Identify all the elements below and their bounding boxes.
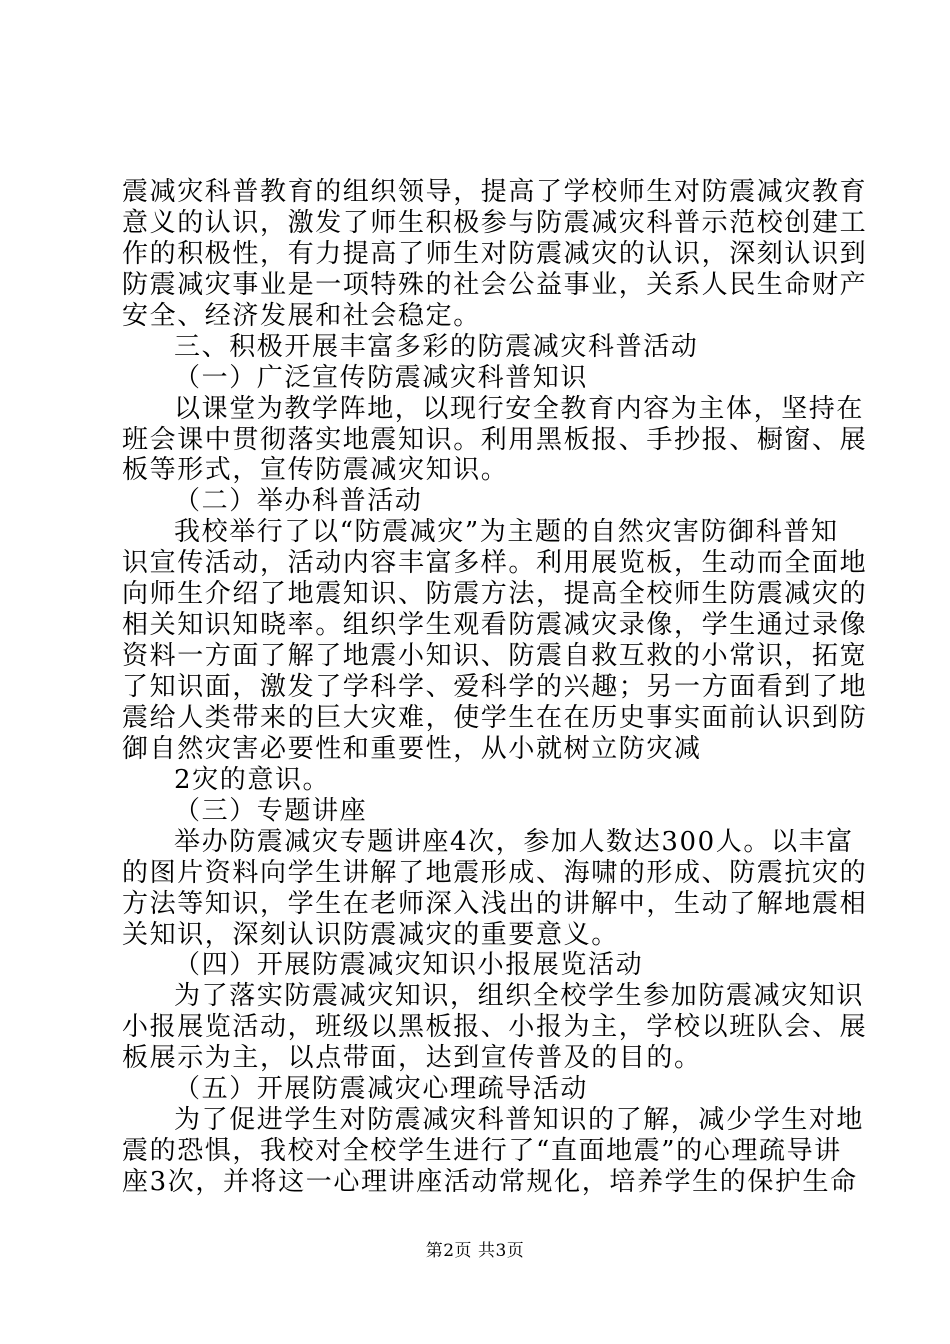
text-line-24: 方法等知识，学生在老师深入浅出的讲解中，生动了解地震相 bbox=[122, 889, 868, 919]
text-line-15: 相关知识知晓率。组织学生观看防震减灾录像，学生通过录像 bbox=[122, 610, 868, 640]
text-line-3: 作的积极性，有力提高了师生对防震减灾的认识，深刻认识到 bbox=[122, 239, 868, 269]
text-line-5: 安全、经济发展和社会稳定。 bbox=[122, 301, 481, 331]
text-line-17: 了知识面，激发了学科学、爱科学的兴趣；另一方面看到了地 bbox=[122, 672, 868, 702]
subheading-1: （一）广泛宣传防震减灾科普知识 bbox=[174, 363, 589, 393]
text-line-10: 板等形式，宣传防震减灾知识。 bbox=[122, 455, 509, 485]
text-line-4: 防震减灾事业是一项特殊的社会公益事业，关系人民生命财产 bbox=[122, 270, 868, 300]
text-line-31: 为了促进学生对防震减灾科普知识的了解，减少学生对地 bbox=[174, 1105, 865, 1135]
text-line-9: 班会课中贯彻落实地震知识。利用黑板报、手抄报、橱窗、展 bbox=[122, 425, 868, 455]
text-line-12: 我校举行了以“防震减灾”为主题的自然灾害防御科普知 bbox=[174, 517, 839, 547]
subheading-4: （四）开展防震减灾知识小报展览活动 bbox=[174, 950, 644, 980]
text-line-13: 识宣传活动，活动内容丰富多样。利用展览板，生动而全面地 bbox=[122, 548, 868, 578]
text-line-29: 板展示为主，以点带面，达到宣传普及的目的。 bbox=[122, 1043, 702, 1073]
text-line-14: 向师生介绍了地震知识、防震方法，提高全校师生防震减灾的 bbox=[122, 579, 868, 609]
subheading-5: （五）开展防震减灾心理疏导活动 bbox=[174, 1074, 589, 1104]
text-line-19: 御自然灾害必要性和重要性，从小就树立防灾减 bbox=[122, 734, 702, 764]
text-line-23: 的图片资料向学生讲解了地震形成、海啸的形成、防震抗灾的 bbox=[122, 858, 868, 888]
text-line-1: 震减灾科普教育的组织领导，提高了学校师生对防震减灾教育 bbox=[122, 177, 868, 207]
text-line-22: 举办防震减灾专题讲座4次，参加人数达300人。以丰富 bbox=[174, 827, 854, 857]
text-line-16: 资料一方面了解了地震小知识、防震自救互救的小常识，拓宽 bbox=[122, 641, 868, 671]
text-line-25: 关知识，深刻认识防震减灾的重要意义。 bbox=[122, 920, 619, 950]
section-heading-3: 三、积极开展丰富多彩的防震减灾科普活动 bbox=[174, 332, 699, 362]
text-line-33: 座3次，并将这一心理讲座活动常规化，培养学生的保护生命 bbox=[122, 1167, 858, 1197]
text-line-8: 以课堂为教学阵地，以现行安全教育内容为主体，坚持在 bbox=[174, 394, 865, 424]
text-line-18: 震给人类带来的巨大灾难，使学生在在历史事实面前认识到防 bbox=[122, 703, 868, 733]
text-line-2: 意义的认识，激发了师生积极参与防震减灾科普示范校创建工 bbox=[122, 208, 868, 238]
subheading-3: （三）专题讲座 bbox=[174, 796, 368, 826]
text-line-32: 震的恐惧，我校对全校学生进行了“直面地震”的心理疏导讲 bbox=[122, 1136, 842, 1166]
text-line-28: 小报展览活动，班级以黑板报、小报为主，学校以班队会、展 bbox=[122, 1012, 868, 1042]
text-line-20: 2灾的意识。 bbox=[174, 765, 331, 795]
text-line-27: 为了落实防震减灾知识，组织全校学生参加防震减灾知识 bbox=[174, 981, 865, 1011]
page-footer: 第2页 共3页 bbox=[425, 1241, 525, 1261]
subheading-2: （二）举办科普活动 bbox=[174, 486, 423, 516]
